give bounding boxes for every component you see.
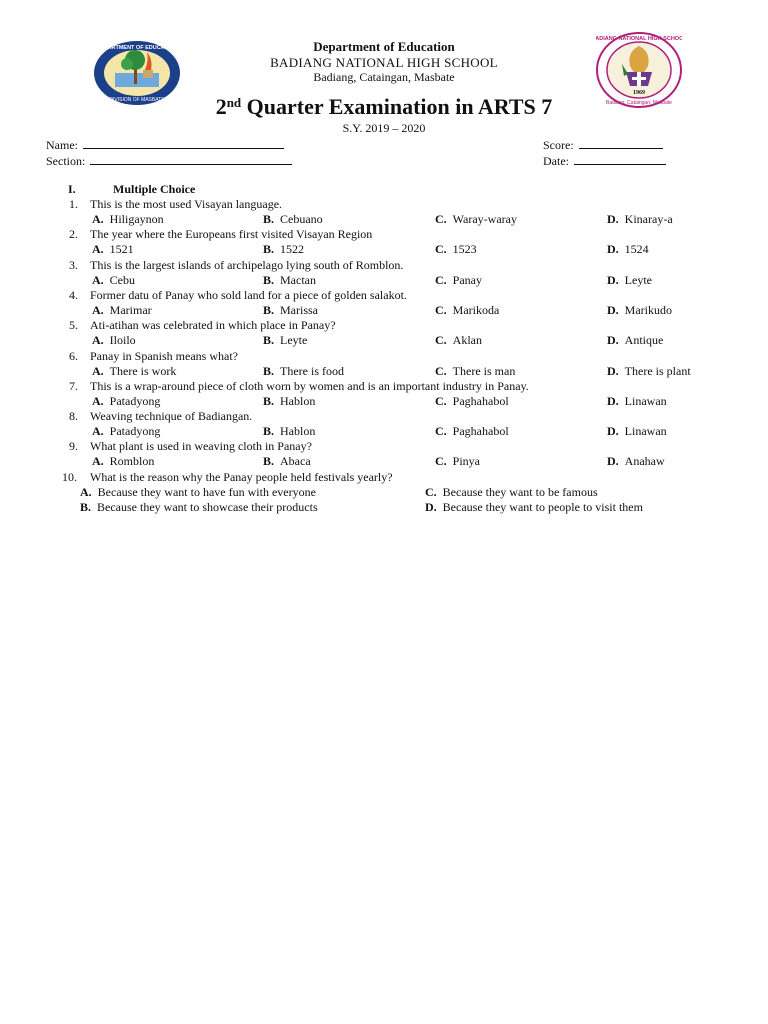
school-address: Badiang, Cataingan, Masbate (313, 70, 455, 84)
option-text: 1521 (109, 242, 134, 256)
answer-option[interactable] (607, 394, 667, 409)
section-title: Multiple Choice (113, 182, 196, 196)
option-text: Leyte (624, 273, 652, 287)
answer-option[interactable] (92, 364, 176, 379)
answer-option[interactable] (435, 394, 509, 409)
option-letter: B. (263, 273, 275, 287)
date-field[interactable] (543, 153, 666, 169)
answer-option[interactable] (435, 364, 515, 379)
answer-option[interactable] (263, 212, 323, 227)
option-text: Because they want to have fun with everyone (97, 485, 316, 499)
option-text: Cebu (109, 273, 136, 287)
option-text: There is man (452, 364, 516, 378)
option-text: 1524 (624, 242, 649, 256)
answer-option[interactable] (607, 242, 649, 257)
option-text: Patadyong (109, 394, 161, 408)
answer-option[interactable] (263, 273, 316, 288)
section-number: I. (68, 182, 76, 196)
option-letter: B. (263, 333, 275, 347)
option-text: Marikoda (452, 303, 500, 317)
option-text: Aklan (452, 333, 482, 347)
option-text: Linawan (624, 424, 667, 438)
option-letter: C. (435, 303, 447, 317)
option-letter: D. (607, 242, 619, 256)
option-letter: D. (607, 454, 619, 468)
option-letter: B. (263, 454, 275, 468)
question-text: This is the most used Visayan language. (90, 197, 283, 211)
option-text: Mactan (280, 273, 316, 287)
option-text: Iloilo (109, 333, 136, 347)
option-text: Romblon (109, 454, 155, 468)
answer-option[interactable] (263, 333, 307, 348)
name-field[interactable] (46, 137, 284, 153)
question-text: Weaving technique of Badiangan. (90, 409, 253, 423)
answer-option[interactable] (607, 303, 672, 318)
question-text: This is a wrap-around piece of cloth worn by women and is an important industry in Panay. (90, 379, 529, 393)
answer-option[interactable] (607, 364, 691, 379)
section-field[interactable] (46, 153, 292, 169)
option-text: Hablon (280, 424, 316, 438)
option-letter: B. (263, 424, 275, 438)
answer-option[interactable] (92, 242, 134, 257)
question-number: 6. (69, 349, 78, 363)
option-text: Kinaray-a (624, 212, 673, 226)
answer-option[interactable] (425, 500, 643, 515)
question-text: Ati-atihan was celebrated in which place in Panay? (90, 318, 336, 332)
question-number: 4. (69, 288, 78, 302)
answer-option[interactable] (263, 242, 304, 257)
option-letter: D. (607, 424, 619, 438)
school-name: BADIANG NATIONAL HIGH SCHOOL (270, 55, 498, 70)
answer-option[interactable] (435, 242, 477, 257)
option-text: Pinya (452, 454, 481, 468)
option-text: Marissa (280, 303, 319, 317)
answer-option[interactable] (92, 273, 135, 288)
answer-option[interactable] (80, 485, 316, 500)
answer-option[interactable] (435, 212, 517, 227)
option-text: Hablon (280, 394, 316, 408)
svg-text:DIVISION OF MASBATE: DIVISION OF MASBATE (109, 97, 165, 103)
question-text: Former datu of Panay who sold land for a piece of golden salakot. (90, 288, 407, 302)
option-letter: D. (607, 212, 619, 226)
option-letter: C. (435, 333, 447, 347)
option-letter: A. (92, 333, 104, 347)
answer-option[interactable] (92, 424, 160, 439)
option-text: Linawan (624, 394, 667, 408)
option-text: There is plant (624, 364, 691, 378)
answer-option[interactable] (607, 333, 663, 348)
section-blank[interactable] (90, 153, 292, 165)
option-text: Waray-waray (452, 212, 517, 226)
option-letter: A. (92, 394, 104, 408)
question-number: 2. (69, 227, 78, 241)
question-number: 3. (69, 258, 78, 272)
seal-year: 1969 (633, 90, 645, 96)
option-text: Leyte (280, 333, 308, 347)
name-blank[interactable] (83, 137, 284, 149)
question-number: 1. (69, 197, 78, 211)
option-letter: A. (92, 364, 104, 378)
question-number: 10. (62, 470, 77, 484)
option-text: There is food (280, 364, 344, 378)
question-text: This is the largest islands of archipelago lying south of Romblon. (90, 258, 404, 272)
option-text: Antique (624, 333, 664, 347)
score-blank[interactable] (579, 137, 663, 149)
answer-option[interactable] (435, 454, 480, 469)
option-letter: B. (263, 212, 275, 226)
section-label: Section: (46, 154, 86, 168)
option-letter: D. (607, 273, 619, 287)
answer-option[interactable] (607, 273, 652, 288)
option-letter: C. (435, 424, 447, 438)
department-name: Department of Education (313, 39, 455, 54)
answer-option[interactable] (425, 485, 598, 500)
question-number: 8. (69, 409, 78, 423)
option-letter: D. (607, 303, 619, 317)
option-letter: C. (435, 212, 447, 226)
option-letter: C. (425, 485, 437, 499)
option-text: Paghahabol (452, 424, 509, 438)
answer-option[interactable] (263, 424, 315, 439)
option-letter: C. (435, 454, 447, 468)
option-text: Marikudo (624, 303, 672, 317)
answer-option[interactable] (607, 424, 667, 439)
option-letter: A. (92, 212, 104, 226)
option-letter: B. (263, 242, 275, 256)
option-text: Because they want to be famous (442, 485, 598, 499)
option-letter: D. (607, 333, 619, 347)
svg-text:Badiang, Cataingan, Masbate: Badiang, Cataingan, Masbate (606, 100, 672, 106)
option-letter: D. (607, 364, 619, 378)
option-text: 1523 (452, 242, 477, 256)
option-letter: B. (263, 364, 275, 378)
option-letter: A. (92, 242, 104, 256)
option-letter: B. (263, 394, 275, 408)
option-text: Because they want to showcase their products (97, 500, 318, 514)
answer-option[interactable] (92, 394, 160, 409)
option-letter: A. (92, 273, 104, 287)
option-letter: D. (425, 500, 437, 514)
option-text: Because they want to people to visit them (442, 500, 643, 514)
option-text: Patadyong (109, 424, 161, 438)
answer-option[interactable] (435, 424, 509, 439)
question-number: 7. (69, 379, 78, 393)
score-field[interactable] (543, 137, 663, 153)
answer-option[interactable] (607, 454, 665, 469)
answer-option[interactable] (92, 303, 152, 318)
svg-text:DEPARTMENT OF EDUCATION: DEPARTMENT OF EDUCATION (96, 45, 178, 51)
school-year: S.Y. 2019 – 2020 (342, 121, 426, 135)
svg-text:BADIANG NATIONAL HIGH SCHOOL: BADIANG NATIONAL HIGH SCHOOL (596, 36, 682, 42)
question-text: What is the reason why the Panay people held festivals yearly? (90, 470, 393, 484)
option-letter: C. (435, 242, 447, 256)
answer-option[interactable] (263, 303, 318, 318)
option-text: Cebuano (280, 212, 323, 226)
option-text: There is work (109, 364, 177, 378)
option-letter: B. (80, 500, 92, 514)
answer-option[interactable] (435, 273, 482, 288)
option-letter: C. (435, 273, 447, 287)
option-text: Paghahabol (452, 394, 509, 408)
answer-option[interactable] (92, 333, 136, 348)
exam-title: 2nd Quarter Examination in ARTS 7 (215, 94, 553, 119)
option-text: Anahaw (624, 454, 665, 468)
option-text: Abaca (280, 454, 311, 468)
answer-option[interactable] (607, 212, 673, 227)
option-text: 1522 (280, 242, 305, 256)
option-text: Panay (452, 273, 482, 287)
answer-option[interactable] (263, 454, 311, 469)
option-letter: B. (263, 303, 275, 317)
question-number: 9. (69, 439, 78, 453)
answer-option[interactable] (435, 333, 482, 348)
option-text: Hiligaynon (109, 212, 164, 226)
question-number: 5. (69, 318, 78, 332)
answer-option[interactable] (92, 212, 164, 227)
answer-option[interactable] (80, 500, 318, 515)
option-letter: D. (607, 394, 619, 408)
question-text: Panay in Spanish means what? (90, 349, 238, 363)
option-letter: A. (92, 303, 104, 317)
name-label: Name: (46, 138, 78, 152)
date-label: Date: (543, 154, 569, 168)
score-label: Score: (543, 138, 574, 152)
option-letter: A. (92, 454, 104, 468)
option-text: Marimar (109, 303, 152, 317)
option-letter: A. (92, 424, 104, 438)
answer-option[interactable] (263, 364, 344, 379)
option-letter: A. (80, 485, 92, 499)
option-letter: C. (435, 394, 447, 408)
date-blank[interactable] (574, 153, 666, 165)
answer-option[interactable] (92, 454, 154, 469)
answer-option[interactable] (435, 303, 499, 318)
answer-option[interactable] (263, 394, 315, 409)
option-letter: C. (435, 364, 447, 378)
question-text: The year where the Europeans first visited Visayan Region (90, 227, 373, 241)
question-text: What plant is used in weaving cloth in Panay? (90, 439, 312, 453)
